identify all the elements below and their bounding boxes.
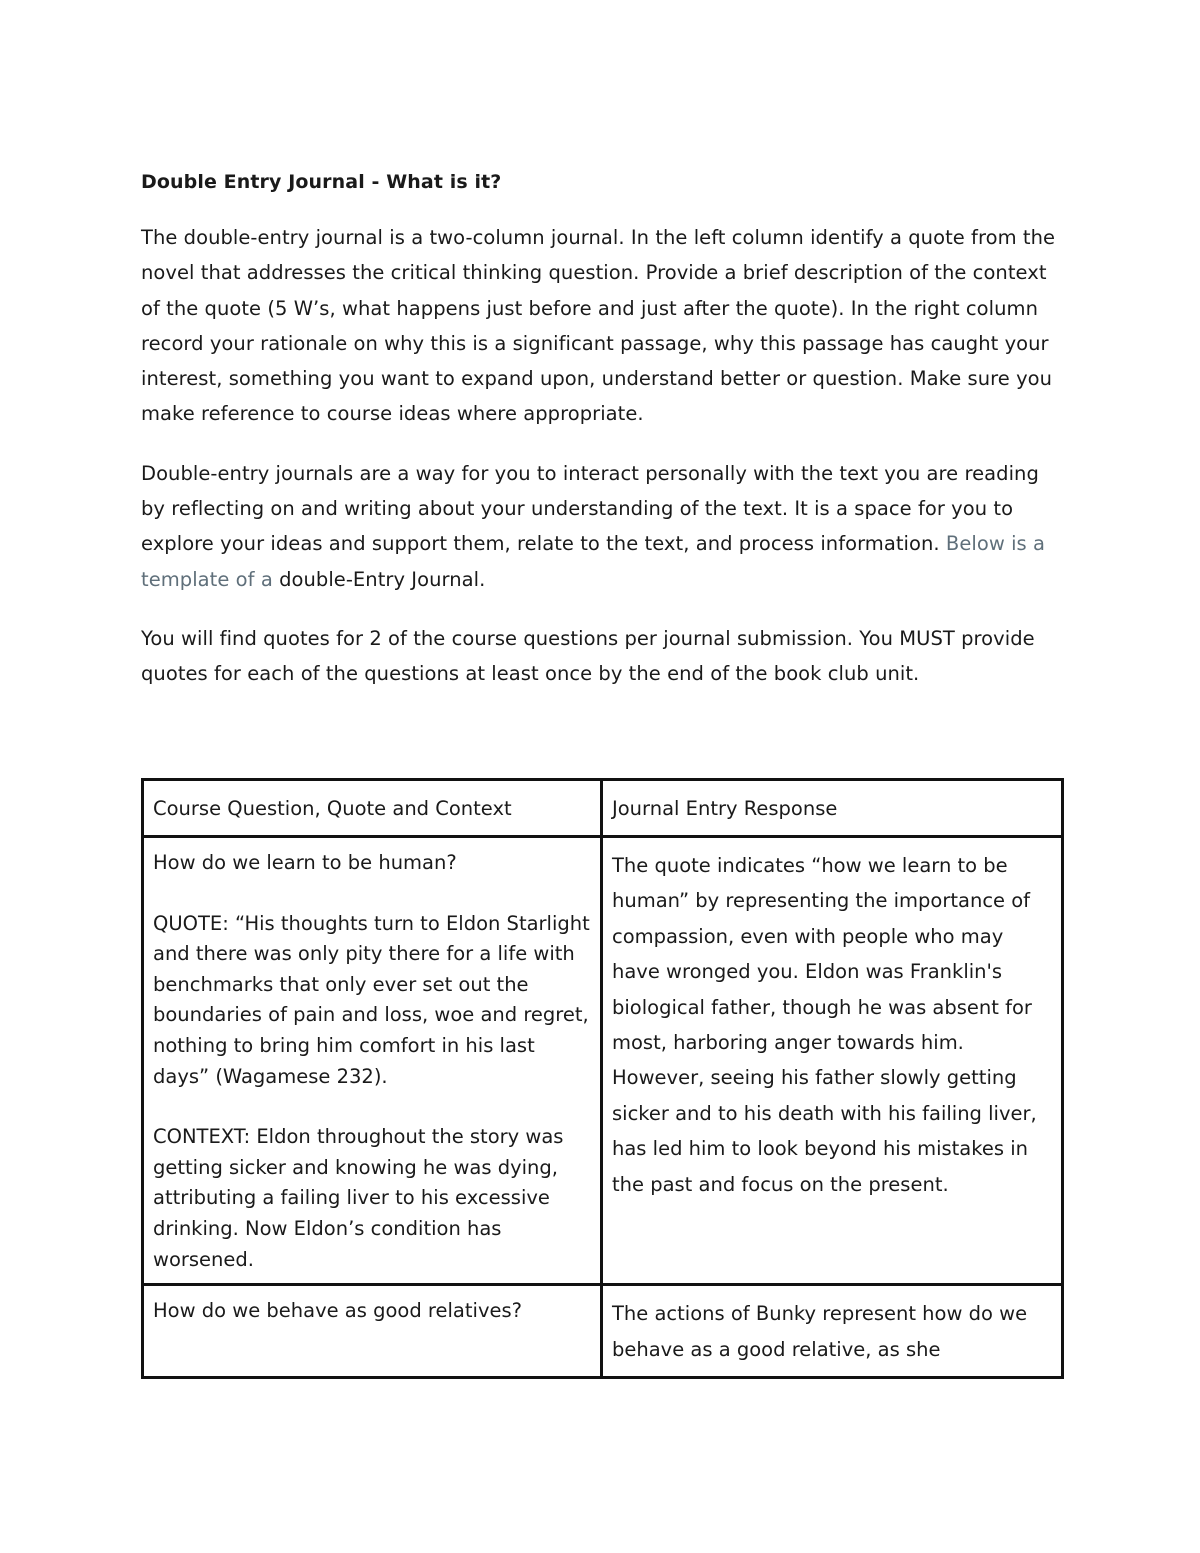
- table-row: [143, 837, 1063, 1285]
- course-question: How do we learn to be human?: [153, 851, 457, 874]
- template-link-text: Below is a template of a: [141, 532, 1046, 591]
- paragraph-purpose: [141, 456, 1061, 597]
- response-text: The quote indicates “how we learn to be human” by representing the importance of compassion, even with people who may have wronged you. Eldon was Franklin's biological father, though he was absent for most, harboring anger towards him. However, seeing his father slowly getting sicker and to his death with his failing liver, has led him to look beyond his mistakes in the past and focus on the present.: [612, 854, 1037, 1196]
- question-cell: [143, 837, 602, 1285]
- context-text: CONTEXT: Eldon throughout the story was getting sicker and knowing he was dying, attributing a failing liver to his excessive drinking. Now Eldon’s condition has worsened.: [153, 1125, 564, 1271]
- quote-text: QUOTE: “His thoughts turn to Eldon Starlight and there was only pity there for a life with benchmarks that only ever set out the boundaries of pain and loss, woe and regret, nothing to bring him comfort in his last days” (Wagamese 232).: [153, 911, 590, 1088]
- table-header-row: [143, 780, 1063, 837]
- paragraph-purpose-text: Double-entry journals are a way for you to interact personally with the text you are reading by reflecting on and writing about your understanding of the text. It is a space for you to explore your ideas and support them, relate to the text, and process information.: [141, 461, 1039, 556]
- paragraph-purpose-end: double-Entry Journal.: [272, 567, 486, 591]
- question-cell: [143, 1285, 602, 1378]
- course-question: How do we behave as good relatives?: [153, 1299, 522, 1323]
- table-row: [143, 1285, 1063, 1378]
- document-title: Double Entry Journal - What is it?: [141, 171, 502, 193]
- paragraph-definition: The double-entry journal is a two-column journal. In the left column identify a quote from the novel that addresses the critical thinking question. Provide a brief description of the context of the quote (5 W’s, what happens just before and just after the quote). In the right column record your rationale on why this is a significant passage, why this passage has caught your interest, something you want to expand upon, understand better or question. Make sure you make reference to course ideas where appropriate.: [141, 226, 1056, 426]
- paragraph-requirements: You will find quotes for 2 of the course questions per journal submission. You MUST provide quotes for each of the questions at least once by the end of the book club unit.: [141, 626, 1035, 686]
- journal-table: [141, 778, 1064, 1379]
- header-course-question: Course Question, Quote and Context: [143, 780, 602, 837]
- header-journal-response: Journal Entry Response: [602, 780, 1063, 837]
- response-text: The actions of Bunky represent how do we behave as a good relative, as she: [612, 1302, 1028, 1361]
- response-cell: [602, 837, 1063, 1285]
- response-cell: [602, 1285, 1063, 1378]
- document-body: [141, 166, 1061, 716]
